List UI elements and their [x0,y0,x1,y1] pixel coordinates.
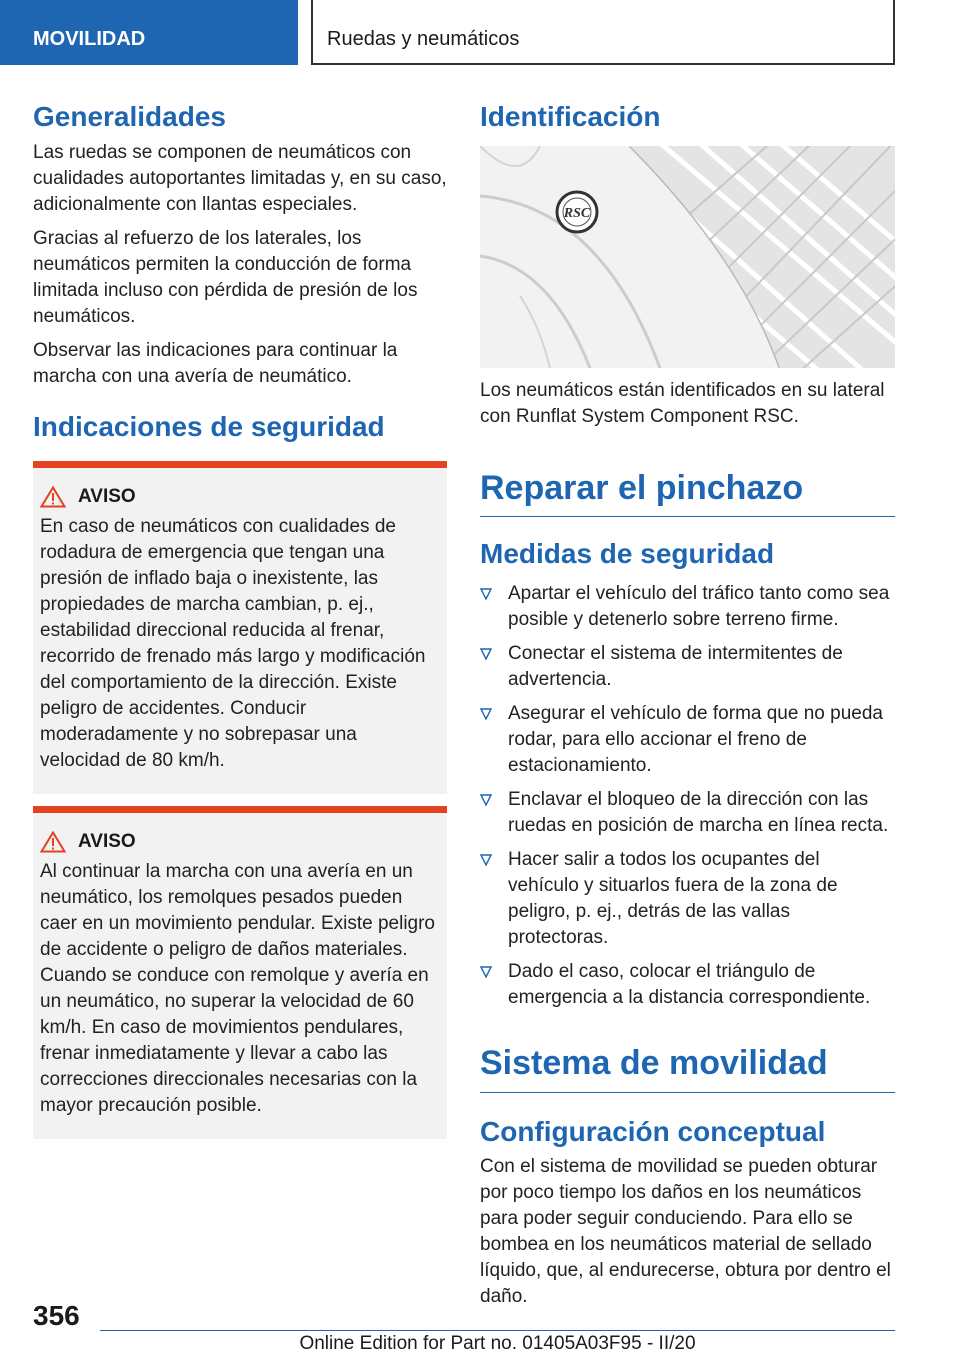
warning-title-2 [40,831,440,853]
list-item [480,581,895,633]
sistema-heading: Sistema de movilidad [480,1043,895,1093]
page-number: 356 [33,1300,80,1331]
warning-text-1: En caso de neumáticos con cualidades de rodadura de emergencia que tengan una presión de inflado baja o inexistente, las propiedades de marcha cambian, p. ej., estabilidad direccional reducida al frenar, recorrido de frenado más largo y modificación del comportamiento de la dirección. Existe peligro de accidentes. Conducir moderadamente y no sobrepasar una velocidad de 80 km/h. [40,516,426,772]
warning-triangle-icon [40,831,66,853]
medidas-heading: Medidas de seguridad [480,538,775,570]
triangle-bullet-icon [480,966,492,978]
triangle-bullet-icon [480,708,492,720]
warning-title-1 [40,486,440,508]
generalidades-paragraph-3: Observar las indicaciones para continuar la marcha con una avería de neumático. [33,339,398,387]
list-item [480,701,895,779]
list-item [480,641,895,693]
warning-triangle-icon [40,486,66,508]
warning-title-1-label: AVISO [78,486,136,508]
configuracion-text: Con el sistema de movilidad se pueden obturar por poco tiempo los daños en los neumáticos para poder seguir conduciendo. Para ello se bombea en los neumáticos material de sellado líquido, que, al endurecerse, obtura por dentro el daño. [480,1156,891,1308]
triangle-bullet-icon [480,794,492,806]
seguridad-heading: Indicaciones de seguridad [33,410,385,442]
list-item-text: Conectar el sistema de intermitentes de advertencia. [508,642,843,690]
warning-text-2: Al continuar la marcha con una avería en un neumático, los remolques pesados pueden caer en un movimiento pendular. Existe peligro de accidente o peligro de daños materiales. Cuando se conduce con remolque y avería en un neumático, no superar la velocidad de 60 km/h. En caso de movimientos pendulares, frenar inmediatamente y llevar a cabo las correcciones direccionales necesarias con la mayor precaución posible. [40,861,436,1117]
section-header [311,0,895,65]
list-item [480,787,895,839]
triangle-bullet-icon [480,648,492,660]
warning-box-1 [33,461,447,794]
rsc-logo [557,192,597,232]
configuracion-heading: Configuración conceptual [480,1115,826,1147]
generalidades-heading: Generalidades [33,101,226,132]
tire-sidewall-figure [480,146,895,368]
triangle-bullet-icon [480,854,492,866]
right-column [480,100,895,1310]
list-item-text: Enclavar el bloqueo de la dirección con las ruedas en posición de marcha en línea recta. [508,788,889,836]
triangle-bullet-icon [480,588,492,600]
list-item-text: Apartar el vehículo del tráfico tanto como sea posible y detenerlo sobre terreno firme. [508,582,890,630]
left-column [33,100,447,1139]
list-item-text: Dado el caso, colocar el triángulo de emergencia a la distancia correspondiente. [508,960,871,1008]
list-item [480,959,895,1011]
section-header-label: Ruedas y neumáticos [327,28,520,50]
identificacion-text: Los neumáticos están identificados en su lateral con Runflat System Component RSC. [480,379,885,427]
chapter-tab [0,0,298,65]
generalidades-paragraph-1: Las ruedas se componen de neumáticos con cualidades autoportantes limitadas y, en su caso, adicionalmente con llantas especiales. [33,141,447,215]
safety-steps-list [480,581,895,1011]
rsc-logo-text: RSC [563,205,591,221]
warning-title-2-label: AVISO [78,831,136,853]
identificacion-heading: Identificación [480,101,661,132]
list-item [480,847,895,951]
footer-divider [100,1330,895,1331]
generalidades-paragraph-2: Gracias al refuerzo de los laterales, los neumáticos permiten la conducción de forma limitada incluso con pérdida de presión de los neumáticos. [33,227,418,327]
warning-box-2 [33,806,447,1139]
chapter-tab-label: MOVILIDAD [33,28,146,50]
list-item-text: Hacer salir a todos los ocupantes del vehículo y situarlos fuera de la zona de peligro, p. ej., detrás de las vallas protectoras. [508,848,838,948]
reparar-heading: Reparar el pinchazo [480,468,895,518]
list-item-text: Asegurar el vehículo de forma que no pueda rodar, para ello accionar el freno de estacionamiento. [508,702,883,776]
footer-edition: Online Edition for Part no. 01405A03F95 - II/20 [299,1333,696,1354]
